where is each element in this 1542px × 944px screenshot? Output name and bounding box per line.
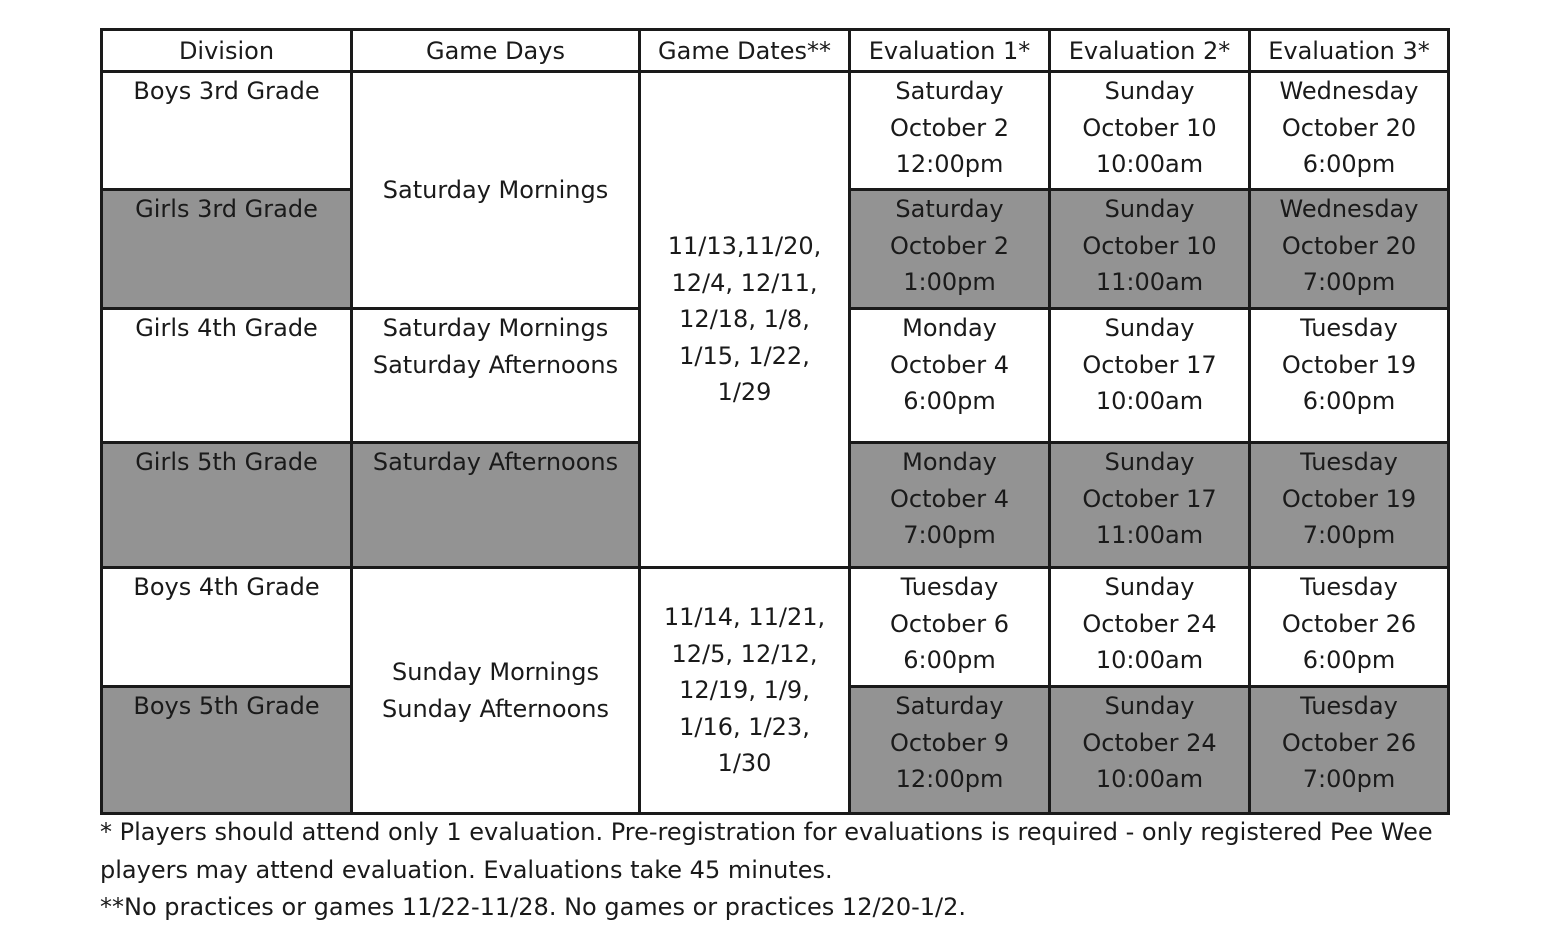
col-header-division: Division (102, 30, 352, 72)
evaluation-3-cell: Tuesday October 26 7:00pm (1250, 687, 1449, 814)
col-header-game-dates: Game Dates** (640, 30, 850, 72)
evaluation-2-cell: Sunday October 24 10:00am (1050, 568, 1250, 687)
evaluation-2-cell: Sunday October 17 10:00am (1050, 309, 1250, 443)
division-cell: Girls 5th Grade (102, 443, 352, 568)
game-dates-cell: 11/13,11/20, 12/4, 12/11, 12/18, 1/8, 1/15, 1/22, 1/29 (640, 72, 850, 568)
evaluation-2-cell: Sunday October 17 11:00am (1050, 443, 1250, 568)
col-header-game-days: Game Days (352, 30, 640, 72)
col-header-evaluation-1: Evaluation 1* (850, 30, 1050, 72)
evaluation-3-cell: Tuesday October 26 6:00pm (1250, 568, 1449, 687)
game-days-cell: Sunday Mornings Sunday Afternoons (352, 568, 640, 814)
game-days-cell: Saturday Mornings Saturday Afternoons (352, 309, 640, 443)
col-header-evaluation-2: Evaluation 2* (1050, 30, 1250, 72)
evaluation-2-cell: Sunday October 10 11:00am (1050, 190, 1250, 309)
game-days-cell: Saturday Afternoons (352, 443, 640, 568)
evaluation-3-cell: Tuesday October 19 7:00pm (1250, 443, 1449, 568)
footnote-no-practices: **No practices or games 11/22-11/28. No games or practices 12/20-1/2. (100, 893, 967, 921)
evaluation-2-cell: Sunday October 24 10:00am (1050, 687, 1250, 814)
evaluation-1-cell: Saturday October 2 1:00pm (850, 190, 1050, 309)
table-row (102, 568, 1449, 687)
evaluation-3-cell: Wednesday October 20 6:00pm (1250, 72, 1449, 190)
division-cell: Girls 4th Grade (102, 309, 352, 443)
footnote-evaluation: * Players should attend only 1 evaluation. Pre-registration for evaluations is required - only registered Pee Wee players may attend evaluation. Evaluations take 45 minutes. (100, 818, 1433, 884)
game-dates-cell: 11/14, 11/21, 12/5, 12/12, 12/19, 1/9, 1/16, 1/23, 1/30 (640, 568, 850, 814)
evaluation-1-cell: Monday October 4 7:00pm (850, 443, 1050, 568)
evaluation-3-cell: Wednesday October 20 7:00pm (1250, 190, 1449, 309)
division-cell: Boys 5th Grade (102, 687, 352, 814)
schedule-table (100, 28, 1450, 815)
evaluation-1-cell: Tuesday October 6 6:00pm (850, 568, 1050, 687)
evaluation-1-cell: Saturday October 9 12:00pm (850, 687, 1050, 814)
footnotes (100, 814, 1520, 927)
division-cell: Boys 4th Grade (102, 568, 352, 687)
division-cell: Girls 3rd Grade (102, 190, 352, 309)
game-days-cell: Saturday Mornings (352, 72, 640, 309)
evaluation-2-cell: Sunday October 10 10:00am (1050, 72, 1250, 190)
evaluation-1-cell: Monday October 4 6:00pm (850, 309, 1050, 443)
evaluation-1-cell: Saturday October 2 12:00pm (850, 72, 1050, 190)
header-row (102, 30, 1449, 72)
col-header-evaluation-3: Evaluation 3* (1250, 30, 1449, 72)
evaluation-3-cell: Tuesday October 19 6:00pm (1250, 309, 1449, 443)
table-row (102, 72, 1449, 190)
division-cell: Boys 3rd Grade (102, 72, 352, 190)
